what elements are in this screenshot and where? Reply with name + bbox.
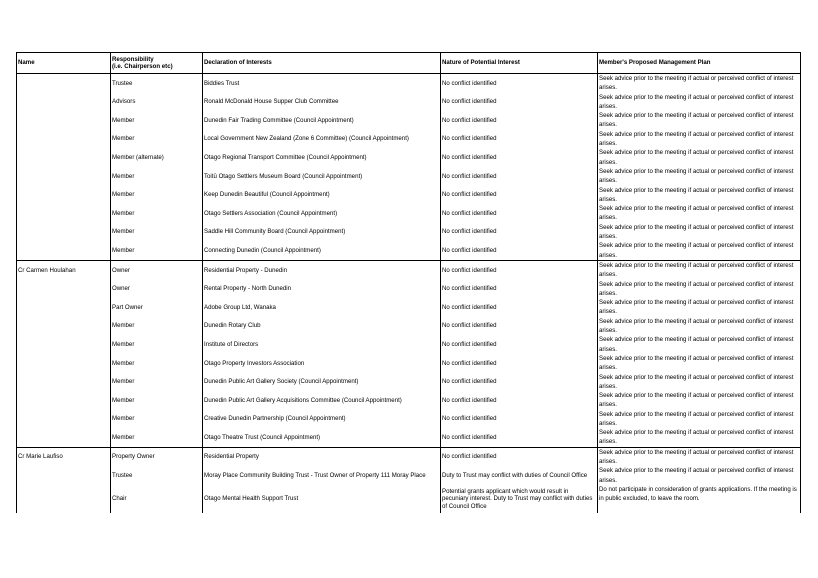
table-row bbox=[17, 280, 801, 299]
responsibility-cell: Member bbox=[111, 111, 203, 130]
table-row bbox=[17, 93, 801, 112]
plan-cell: Seek advice prior to the meeting if actual or perceived conflict of interest arises. bbox=[598, 111, 801, 130]
declaration-cell: Institute of Directors bbox=[203, 335, 441, 354]
declaration-cell: Toitū Otago Settlers Museum Board (Council Appointment) bbox=[203, 167, 441, 186]
table-row bbox=[17, 373, 801, 392]
declaration-cell: Saddle Hill Community Board (Council Appointment) bbox=[203, 223, 441, 242]
plan-cell: Seek advice prior to the meeting if actual or perceived conflict of interest arises. bbox=[598, 241, 801, 260]
declarations-sheet bbox=[16, 52, 800, 513]
responsibility-cell: Chair bbox=[111, 485, 203, 513]
declaration-cell: Residential Property bbox=[203, 447, 441, 466]
declaration-cell: Creative Dunedin Partnership (Council Appointment) bbox=[203, 410, 441, 429]
declaration-cell: Otago Settlers Association (Council Appointment) bbox=[203, 204, 441, 223]
name-cell bbox=[17, 335, 111, 354]
responsibility-cell: Member bbox=[111, 130, 203, 149]
plan-cell: Seek advice prior to the meeting if actual or perceived conflict of interest arises. bbox=[598, 93, 801, 112]
plan-cell: Seek advice prior to the meeting if actual or perceived conflict of interest arises. bbox=[598, 223, 801, 242]
name-cell bbox=[17, 280, 111, 299]
name-cell bbox=[17, 130, 111, 149]
name-cell bbox=[17, 93, 111, 112]
nature-cell: No conflict identified bbox=[441, 93, 598, 112]
declaration-cell: Ronald McDonald House Supper Club Committee bbox=[203, 93, 441, 112]
table-row bbox=[17, 298, 801, 317]
plan-cell: Seek advice prior to the meeting if actual or perceived conflict of interest arises. bbox=[598, 204, 801, 223]
name-cell bbox=[17, 148, 111, 167]
nature-cell: No conflict identified bbox=[441, 204, 598, 223]
plan-cell: Do not participate in consideration of grants applications. If the meeting is in public excluded, to leave the room. bbox=[598, 485, 801, 513]
plan-cell: Seek advice prior to the meeting if actual or perceived conflict of interest arises. bbox=[598, 317, 801, 336]
responsibility-cell: Member bbox=[111, 204, 203, 223]
plan-cell: Seek advice prior to the meeting if actual or perceived conflict of interest arises. bbox=[598, 447, 801, 466]
nature-cell: No conflict identified bbox=[441, 373, 598, 392]
name-cell bbox=[17, 317, 111, 336]
nature-cell: No conflict identified bbox=[441, 354, 598, 373]
name-cell: Cr Marie Laufiso bbox=[17, 447, 111, 466]
responsibility-cell: Member (alternate) bbox=[111, 148, 203, 167]
name-cell bbox=[17, 485, 111, 513]
responsibility-cell: Member bbox=[111, 186, 203, 205]
responsibility-cell: Trustee bbox=[111, 74, 203, 93]
plan-cell: Seek advice prior to the meeting if actual or perceived conflict of interest arises. bbox=[598, 167, 801, 186]
responsibility-cell: Part Owner bbox=[111, 298, 203, 317]
responsibility-cell: Member bbox=[111, 167, 203, 186]
table-row bbox=[17, 260, 801, 279]
name-cell bbox=[17, 241, 111, 260]
name-cell bbox=[17, 391, 111, 410]
nature-cell: No conflict identified bbox=[441, 148, 598, 167]
plan-cell: Seek advice prior to the meeting if actual or perceived conflict of interest arises. bbox=[598, 260, 801, 279]
name-cell bbox=[17, 373, 111, 392]
responsibility-cell: Member bbox=[111, 223, 203, 242]
responsibility-cell: Trustee bbox=[111, 466, 203, 485]
nature-cell: No conflict identified bbox=[441, 317, 598, 336]
table-row bbox=[17, 148, 801, 167]
declaration-cell: Connecting Dunedin (Council Appointment) bbox=[203, 241, 441, 260]
declaration-cell: Otago Mental Health Support Trust bbox=[203, 485, 441, 513]
nature-cell: No conflict identified bbox=[441, 280, 598, 299]
table-row bbox=[17, 391, 801, 410]
nature-cell: No conflict identified bbox=[441, 74, 598, 93]
name-cell bbox=[17, 428, 111, 447]
nature-cell: Potential grants applicant which would result in pecuniary interest. Duty to Trust may conflict with duties of Council Office bbox=[441, 485, 598, 513]
name-cell bbox=[17, 74, 111, 93]
table-row bbox=[17, 447, 801, 466]
table-row bbox=[17, 167, 801, 186]
nature-cell: No conflict identified bbox=[441, 447, 598, 466]
declaration-cell: Dunedin Rotary Club bbox=[203, 317, 441, 336]
table-row bbox=[17, 204, 801, 223]
nature-cell: No conflict identified bbox=[441, 335, 598, 354]
plan-cell: Seek advice prior to the meeting if actual or perceived conflict of interest arises. bbox=[598, 186, 801, 205]
nature-cell: No conflict identified bbox=[441, 186, 598, 205]
declaration-cell: Local Government New Zealand (Zone 6 Committee) (Council Appointment) bbox=[203, 130, 441, 149]
table-row bbox=[17, 317, 801, 336]
declaration-cell: Dunedin Fair Trading Committee (Council Appointment) bbox=[203, 111, 441, 130]
plan-cell: Seek advice prior to the meeting if actual or perceived conflict of interest arises. bbox=[598, 130, 801, 149]
nature-cell: No conflict identified bbox=[441, 241, 598, 260]
plan-cell: Seek advice prior to the meeting if actual or perceived conflict of interest arises. bbox=[598, 74, 801, 93]
plan-cell: Seek advice prior to the meeting if actual or perceived conflict of interest arises. bbox=[598, 410, 801, 429]
header-plan: Member's Proposed Management Plan bbox=[598, 53, 801, 74]
nature-cell: No conflict identified bbox=[441, 223, 598, 242]
nature-cell: No conflict identified bbox=[441, 111, 598, 130]
name-cell bbox=[17, 167, 111, 186]
header-name: Name bbox=[17, 53, 111, 74]
nature-cell: Duty to Trust may conflict with duties of Council Office bbox=[441, 466, 598, 485]
plan-cell: Seek advice prior to the meeting if actual or perceived conflict of interest arises. bbox=[598, 335, 801, 354]
declaration-cell: Keep Dunedin Beautiful (Council Appointment) bbox=[203, 186, 441, 205]
header-declaration: Declaration of Interests bbox=[203, 53, 441, 74]
nature-cell: No conflict identified bbox=[441, 410, 598, 429]
responsibility-cell: Property Owner bbox=[111, 447, 203, 466]
table-row bbox=[17, 130, 801, 149]
declaration-cell: Dunedin Public Art Gallery Society (Council Appointment) bbox=[203, 373, 441, 392]
nature-cell: No conflict identified bbox=[441, 391, 598, 410]
plan-cell: Seek advice prior to the meeting if actual or perceived conflict of interest arises. bbox=[598, 298, 801, 317]
declaration-cell: Biddies Trust bbox=[203, 74, 441, 93]
name-cell bbox=[17, 410, 111, 429]
header-row bbox=[17, 53, 801, 74]
name-cell bbox=[17, 354, 111, 373]
table-row bbox=[17, 428, 801, 447]
responsibility-cell: Member bbox=[111, 410, 203, 429]
header-nature: Nature of Potential Interest bbox=[441, 53, 598, 74]
table-row bbox=[17, 186, 801, 205]
declaration-cell: Otago Regional Transport Committee (Council Appointment) bbox=[203, 148, 441, 167]
table-row bbox=[17, 335, 801, 354]
name-cell bbox=[17, 466, 111, 485]
header-responsibility: Responsibility (i.e. Chairperson etc) bbox=[111, 53, 203, 74]
table-row bbox=[17, 485, 801, 513]
responsibility-cell: Member bbox=[111, 428, 203, 447]
name-cell bbox=[17, 298, 111, 317]
responsibility-cell: Member bbox=[111, 391, 203, 410]
declarations-table bbox=[16, 52, 801, 513]
table-row bbox=[17, 111, 801, 130]
plan-cell: Seek advice prior to the meeting if actual or perceived conflict of interest arises. bbox=[598, 354, 801, 373]
declaration-cell: Residential Property - Dunedin bbox=[203, 260, 441, 279]
name-cell bbox=[17, 223, 111, 242]
responsibility-cell: Owner bbox=[111, 280, 203, 299]
plan-cell: Seek advice prior to the meeting if actual or perceived conflict of interest arises. bbox=[598, 428, 801, 447]
responsibility-cell: Member bbox=[111, 354, 203, 373]
declaration-cell: Adobe Group Ltd, Wanaka bbox=[203, 298, 441, 317]
plan-cell: Seek advice prior to the meeting if actual or perceived conflict of interest arises. bbox=[598, 373, 801, 392]
plan-cell: Seek advice prior to the meeting if actual or perceived conflict of interest arises. bbox=[598, 148, 801, 167]
plan-cell: Seek advice prior to the meeting if actual or perceived conflict of interest arises. bbox=[598, 466, 801, 485]
nature-cell: No conflict identified bbox=[441, 428, 598, 447]
declaration-cell: Otago Property Investors Association bbox=[203, 354, 441, 373]
table-body bbox=[17, 74, 801, 514]
nature-cell: No conflict identified bbox=[441, 167, 598, 186]
table-row bbox=[17, 74, 801, 93]
name-cell: Cr Carmen Houlahan bbox=[17, 260, 111, 279]
plan-cell: Seek advice prior to the meeting if actual or perceived conflict of interest arises. bbox=[598, 391, 801, 410]
responsibility-cell: Advisors bbox=[111, 93, 203, 112]
table-row bbox=[17, 241, 801, 260]
responsibility-cell: Member bbox=[111, 335, 203, 354]
name-cell bbox=[17, 186, 111, 205]
declaration-cell: Dunedin Public Art Gallery Acquisitions Committee (Council Appointment) bbox=[203, 391, 441, 410]
responsibility-cell: Member bbox=[111, 241, 203, 260]
responsibility-cell: Owner bbox=[111, 260, 203, 279]
name-cell bbox=[17, 204, 111, 223]
nature-cell: No conflict identified bbox=[441, 130, 598, 149]
nature-cell: No conflict identified bbox=[441, 298, 598, 317]
declaration-cell: Otago Theatre Trust (Council Appointment) bbox=[203, 428, 441, 447]
declaration-cell: Rental Property - North Dunedin bbox=[203, 280, 441, 299]
table-row bbox=[17, 466, 801, 485]
table-row bbox=[17, 223, 801, 242]
table-row bbox=[17, 354, 801, 373]
responsibility-cell: Member bbox=[111, 317, 203, 336]
table-row bbox=[17, 410, 801, 429]
plan-cell: Seek advice prior to the meeting if actual or perceived conflict of interest arises. bbox=[598, 280, 801, 299]
name-cell bbox=[17, 111, 111, 130]
nature-cell: No conflict identified bbox=[441, 260, 598, 279]
responsibility-cell: Member bbox=[111, 373, 203, 392]
declaration-cell: Moray Place Community Building Trust - Trust Owner of Property 111 Moray Place bbox=[203, 466, 441, 485]
